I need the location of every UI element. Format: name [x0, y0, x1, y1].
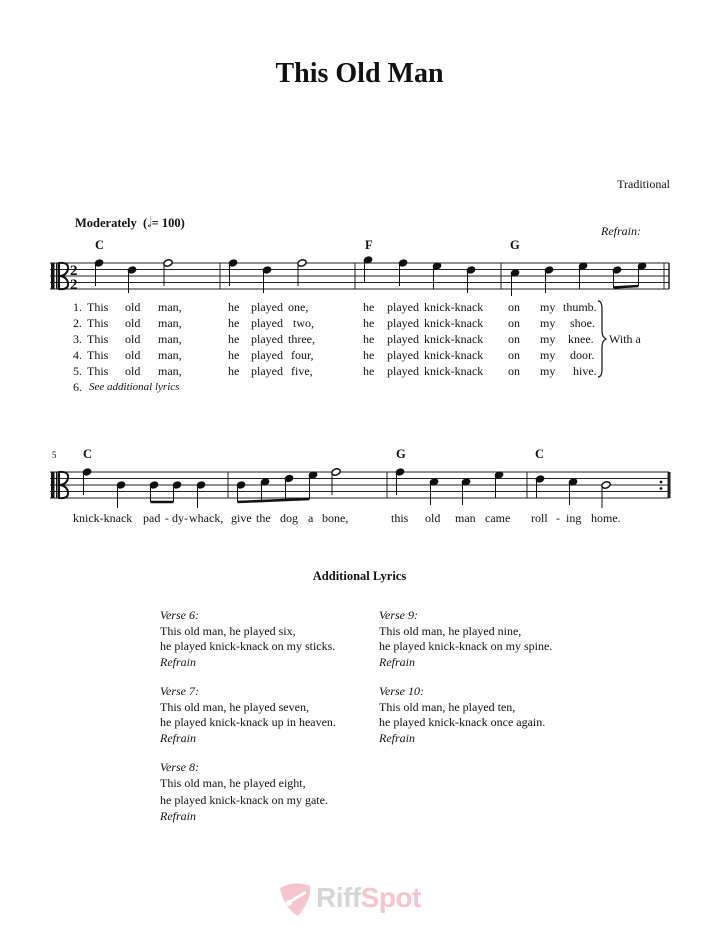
lyric-word: knick-knack [424, 332, 484, 346]
lyric-word: knick-knack [424, 348, 484, 362]
lyric-word: he [363, 348, 375, 362]
lyric-word: This [87, 300, 109, 314]
verse-label: Verse 8: [160, 760, 199, 774]
lyric-word: whack, [189, 511, 224, 525]
chord-symbol: F [365, 238, 373, 252]
lyric-word: man [455, 511, 476, 525]
lyric-word: old [125, 300, 141, 314]
lyric-word: on [508, 348, 520, 362]
verse-number: 1. [73, 300, 82, 314]
lyric-word: on [508, 316, 520, 330]
lyric-word: three, [288, 332, 315, 346]
logo-text-riff: Riff [316, 882, 361, 913]
verse-line: This old man, he played ten, [379, 699, 516, 714]
verse-label: Verse 10: [379, 684, 424, 698]
lyric-word: played [387, 348, 419, 362]
lyric-word: this [391, 511, 409, 525]
lyric-word: one, [288, 300, 309, 314]
verse-number: 6. [73, 380, 82, 394]
additional-verse-9 [379, 608, 552, 670]
refrain-label: Refrain [160, 654, 196, 669]
chord-symbol: C [83, 447, 93, 461]
lyric-word: my [540, 316, 556, 330]
verse-number: 4. [73, 348, 82, 362]
lyric-word: he [228, 364, 240, 378]
refrain-marker: Refrain: [601, 224, 641, 238]
logo-text-spot: Spot [360, 882, 421, 913]
lyric-word: knick-knack [424, 364, 484, 378]
song-title: This Old Man [275, 58, 444, 89]
lyric-word: pad [143, 511, 161, 525]
lyric-word: played [251, 300, 283, 314]
composer-credit: Traditional [617, 177, 670, 191]
additional-lyrics-heading: Additional Lyrics [312, 569, 407, 583]
lyric-word: This [87, 332, 109, 346]
lyric-word: on [508, 300, 520, 314]
lyric-word: roll [531, 511, 548, 525]
lyric-word: he [228, 348, 240, 362]
lyric-word: old [125, 332, 141, 346]
lyric-word: dy- [172, 511, 188, 525]
lyric-word: played [387, 332, 419, 346]
lyric-word: knick-knack [73, 511, 133, 525]
lyric-word: hive. [573, 364, 597, 378]
verse-line: he played knick-knack on my spine. [379, 639, 553, 653]
lyric-word: door. [570, 348, 595, 362]
lyric-word: he [228, 300, 240, 314]
half-note-icon: 𝅗𝅥 [147, 216, 152, 231]
lyric-word: man, [158, 364, 182, 378]
lyric-word: ing [566, 511, 582, 525]
refrain-label: Refrain [379, 730, 415, 745]
lyric-word: played [387, 316, 419, 330]
tempo-text: Moderately [75, 216, 137, 230]
riffspot-logo [276, 880, 446, 920]
measure-number: 5 [52, 450, 57, 460]
tempo-paren-open: ( [139, 216, 148, 230]
lyric-word: old [425, 511, 441, 525]
lyric-word: played [251, 348, 283, 362]
verse-line: he played knick-knack on my gate. [160, 793, 328, 807]
lyric-word: man, [158, 348, 182, 362]
logo-wordmark [316, 882, 421, 914]
lyric-word: played [251, 332, 283, 346]
lyric-word: knick-knack [424, 300, 484, 314]
additional-verse-8 [160, 760, 328, 824]
verse-line: he played knick-knack up in heaven. [160, 715, 336, 729]
refrain-label: Refrain [160, 808, 196, 823]
brace-continuation-text: With a [609, 332, 641, 346]
lyric-word: he [363, 364, 375, 378]
tempo-paren-close: ) [180, 216, 185, 230]
lyric-word: came [485, 511, 511, 525]
verse-number: 2. [73, 316, 82, 330]
lyric-word: my [540, 332, 556, 346]
verse-label: Verse 6: [160, 608, 199, 622]
lyric-word: man, [158, 316, 182, 330]
lyric-word: home. [591, 511, 621, 525]
lyric-word: knee. [568, 332, 594, 346]
time-signature-top: 2 [70, 263, 78, 279]
verse-number: 5. [73, 364, 82, 378]
lyric-word: my [540, 300, 556, 314]
lyric-word: man, [158, 300, 182, 314]
lyric-word: man, [158, 332, 182, 346]
lyric-word: he [363, 332, 375, 346]
lyric-word: a [308, 511, 314, 525]
lyric-word: my [540, 348, 556, 362]
lyric-word: This [87, 364, 109, 378]
lyric-word: This [87, 348, 109, 362]
guitar-pick-icon [276, 880, 316, 920]
verse-line: he played knick-knack once again. [379, 715, 546, 729]
chord-symbol: C [535, 447, 545, 461]
refrain-label: Refrain [160, 730, 196, 745]
lyric-word: old [125, 316, 141, 330]
lyric-word: he [363, 300, 375, 314]
verse-line: This old man, he played eight, [160, 775, 306, 790]
verse-line: he played knick-knack on my sticks. [160, 639, 336, 653]
lyric-word: give [231, 511, 252, 525]
additional-verse-7 [160, 684, 336, 746]
refrain-label: Refrain [379, 654, 415, 669]
chord-symbol: C [95, 238, 105, 252]
chord-symbol: G [510, 238, 520, 252]
chord-symbol: G [396, 447, 406, 461]
lyric-word: thumb. [563, 300, 597, 314]
verse-line: This old man, he played six, [160, 623, 296, 638]
lyric-word: he [228, 316, 240, 330]
lyric-hyphen: - [165, 511, 169, 525]
additional-verse-10 [379, 684, 545, 746]
lyric-word: played [387, 300, 419, 314]
verse-label: Verse 9: [379, 608, 418, 622]
lyric-word: on [508, 332, 520, 346]
additional-verse-6 [160, 608, 335, 670]
see-additional-lyrics-note: See additional lyrics [89, 381, 180, 393]
verse-number: 3. [73, 332, 82, 346]
lyric-hyphen: - [556, 511, 560, 525]
lyric-word: old [125, 348, 141, 362]
lyric-word: shoe. [570, 316, 595, 330]
lyric-word: he [228, 332, 240, 346]
verse-label: Verse 7: [160, 684, 199, 698]
lyric-word: bone, [322, 511, 349, 525]
tempo-value: = 100 [151, 216, 181, 230]
lyric-word: played [251, 316, 283, 330]
verse-line: This old man, he played seven, [160, 699, 309, 714]
verse-line: This old man, he played nine, [379, 623, 522, 638]
lyric-word: This [87, 316, 109, 330]
lyric-word: played [387, 364, 419, 378]
lyric-word: two, [293, 316, 314, 330]
lyric-word: the [256, 511, 271, 525]
lyric-word: on [508, 364, 520, 378]
lyric-word: five, [291, 364, 313, 378]
verse-brace [598, 301, 606, 377]
lyric-word: knick-knack [424, 316, 484, 330]
time-signature-bottom: 2 [70, 277, 78, 293]
lyric-word: he [363, 316, 375, 330]
lyric-word: played [251, 364, 283, 378]
lyric-word: dog [280, 511, 298, 525]
lyric-word: old [125, 364, 141, 378]
lyric-word: four, [291, 348, 314, 362]
lyric-word: my [540, 364, 556, 378]
